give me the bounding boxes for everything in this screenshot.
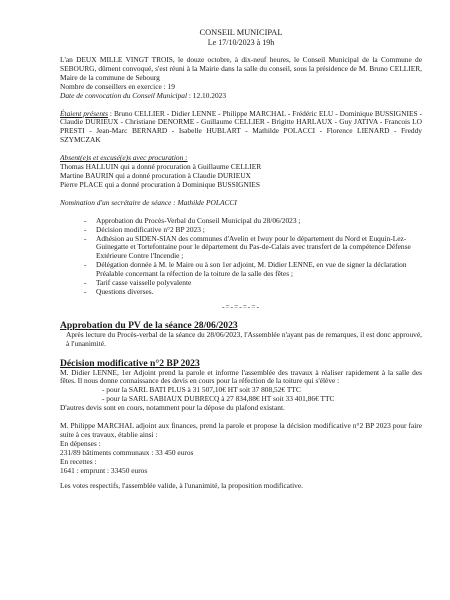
quote-line: - pour la SARL BATI PLUS à 31 507,10€ HT soit 37 808,52€ TTC [102, 385, 301, 395]
section-heading-dm: Décision modificative n°2 BP 2023 [60, 357, 200, 369]
section-separator: -=-=-=-=- [222, 301, 260, 311]
procuration-line: Thomas HALLUIN qui a donné procuration à Guillaume CELLIER [60, 162, 262, 172]
expenses-label: En dépenses : [60, 438, 101, 448]
document-title: CONSEIL MUNICIPAL [199, 28, 283, 37]
presence-label: Étaient présents [60, 108, 108, 118]
agenda-item: - Délégation donnée à M. le Maire ou à son 1er adjoint, M. Didier LENNE, en vue de signer la déclaration Préalable concernant la réfection de la toiture de la salle des fêtes ; [90, 261, 422, 279]
procuration-label: Absent(e)s et excusé(e)s avec procuration : [60, 153, 188, 163]
agenda-item: - Approbation du Procès-Verbal du Conseil Municipal du 28/06/2023 ; [90, 217, 422, 226]
agenda-item: - Adhésion au SIDEN-SIAN des communes d'Avelin et Iwuy pour le département du Nord et Euquin-Lez-Guinegatte et Tortefontaine pour le département du Pas-de-Calais avec transfert de la compétence Défense Extérieure Contre l'Incendie ; [90, 235, 422, 262]
procuration-line: Martine BAURIN qui a donné procuration à Claudie DURIEUX [60, 170, 251, 180]
convocation-label: Date de convocation du Conseil Municipal [60, 90, 188, 100]
pv-text: Après lecture du Procès-verbal de la séance du 28/06/2023, l'Assemblée n'ayant pas de remarques, il est donc approuvé, à l'unanimité. [66, 329, 422, 348]
quote-line: - pour la SARL SABIAUX DUBRECQ à 27 834,88€ HT soit 33 401,86€ TTC [102, 394, 335, 404]
revenue-line: 1641 : emprunt : 33450 euros [60, 465, 148, 475]
secretary-nomination: Nomination d'un secrétaire de séance : Mathilde POLACCI [60, 197, 237, 207]
agenda-item: - Questions diverses. [90, 288, 422, 297]
intro-paragraph: L'an DEUX MILLE VINGT TROIS, le douze octobre, à dix-neuf heures, le Conseil Municipal de la Commune de SEBOURG, dûment convoqué, s'est réuni à la Mairie dans la salle du conseil, sous la présidence de M. Bruno CELLIER, Maire de la commune de Sebourg [60, 55, 422, 82]
agenda-item: - Décision modificative n°2 BP 2023 ; [90, 226, 422, 235]
dm-paragraph-1: M. Didier LENNE, 1er Adjoint prend la parole et informe l'assemblée des travaux à réaliser rapidement à la salle des fêtes. Il nous donne connaissance des devis en cours pour la réfection de la toiture qui s'élève : [60, 367, 422, 386]
revenue-label: En recettes : [60, 456, 97, 466]
members-count: Nombre de conseillers en exercice : 19 [60, 81, 175, 91]
vote-result: Les votes respectifs, l'assemblée valide, à l'unanimité, la proposition modificative. [60, 480, 303, 490]
expenses-line: 231/89 bâtiments communaux : 33 450 euros [60, 447, 194, 457]
convocation-line [60, 92, 422, 101]
dm-paragraph-2: D'autres devis sont en cours, notamment pour la dépose du plafond existant. [60, 403, 285, 413]
procuration-line: Pierre PLACE qui a donné procuration à Dominique BUSSIGNIES [60, 179, 260, 189]
section-heading-pv: Approbation du PV de la séance 28/06/2023 [60, 319, 238, 331]
agenda-list [60, 217, 422, 297]
presence-paragraph [60, 110, 422, 146]
convocation-date: : 12.10.2023 [187, 90, 227, 100]
agenda-item: - Tarif casse vaisselle polyvalente [90, 279, 422, 288]
meeting-date: Le 17/10/2023 à 19h [207, 38, 275, 47]
dm-paragraph-3: M. Philippe MARCHAL adjoint aux finances, prend la parole et propose la décision modificative n°2 BP 2023 pour faire suite à ces travaux, établie ainsi : [60, 421, 422, 439]
presence-list: : Bruno CELLIER - Didier LENNE - Philippe MARCHAL - Frédéric ELU - Dominique BUSSIGNIES - Claudie DURIEUX - Christiane DENORME - Guillaume CELLIER - Brigitte HARLAUX - Guy JATIVA - Francois LO PRESTI - Jean-Marc BERNARD - Isabelle HUBLART - Mathilde POLACCI - Florence LIENARD - Freddy SZYMCZAK [60, 108, 422, 145]
